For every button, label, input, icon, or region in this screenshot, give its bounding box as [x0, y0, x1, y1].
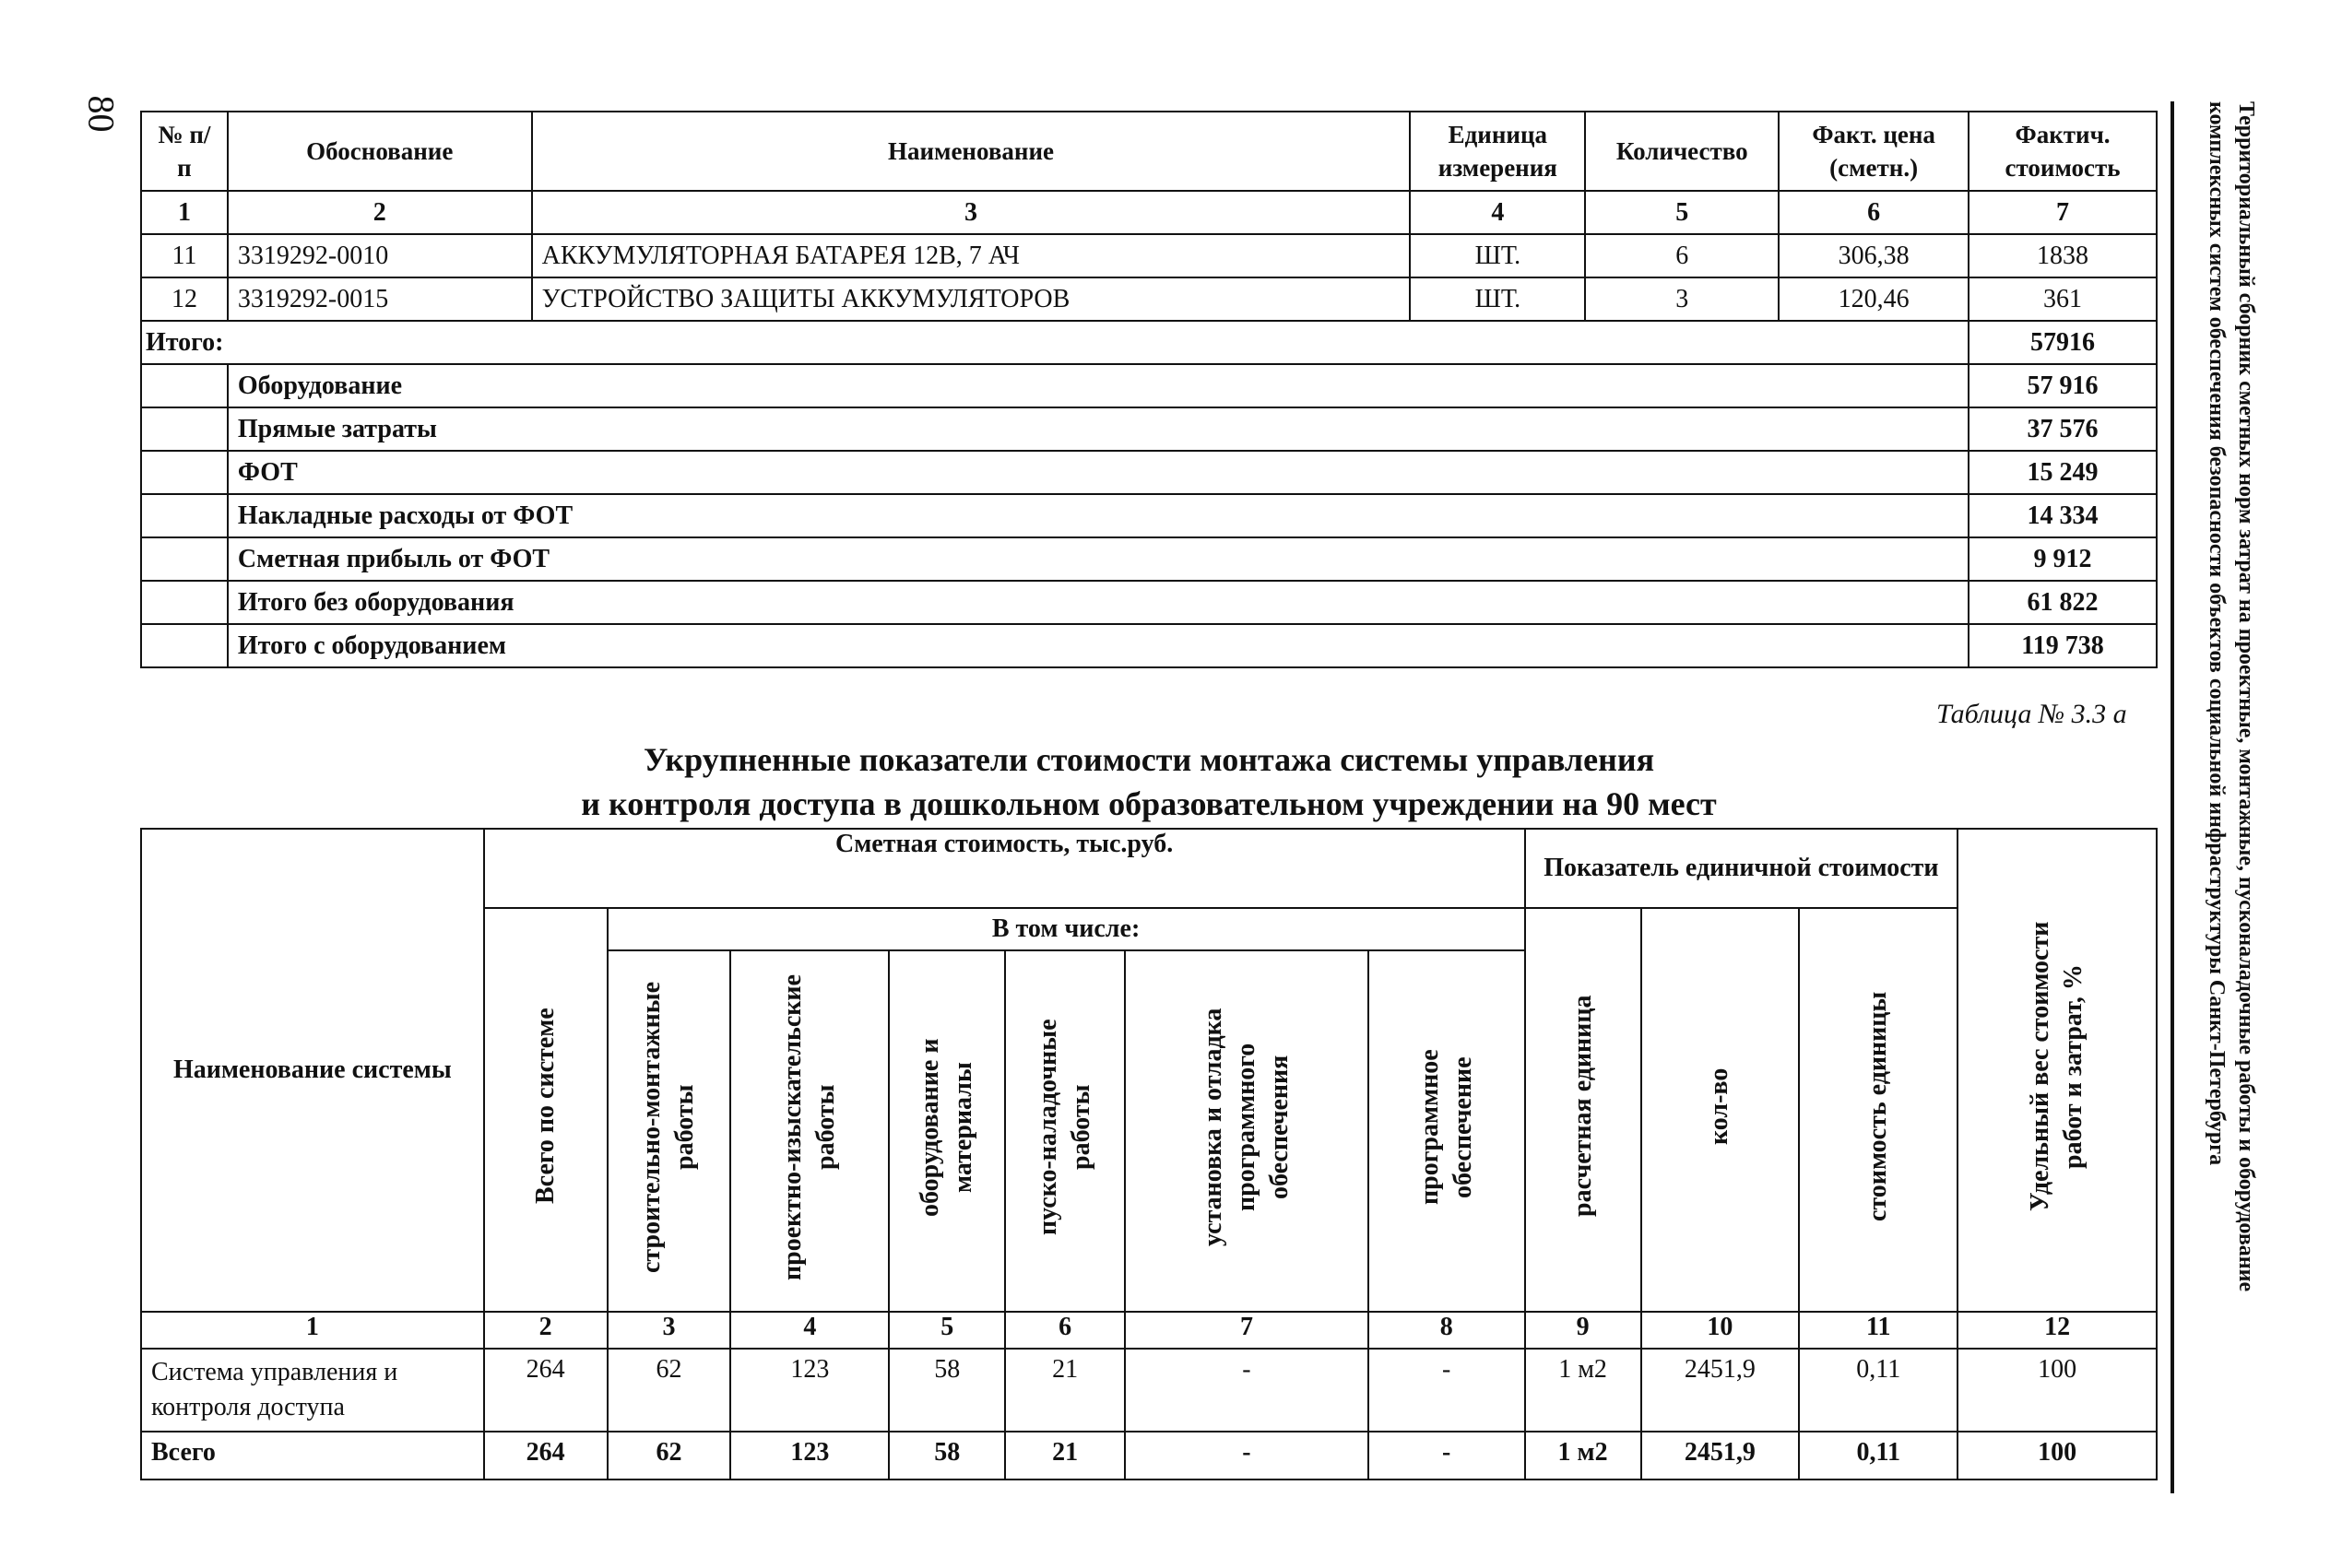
header-unit-cost: стоимость единицы: [1863, 991, 1893, 1221]
total-share: 100: [1958, 1432, 2157, 1480]
row-code: 3319292-0015: [228, 277, 532, 321]
row-system-name: Система управления и контроля доступа: [141, 1349, 484, 1432]
row-name: АККУМУЛЯТОРНАЯ БАТАРЕЯ 12В, 7 АЧ: [532, 234, 1411, 277]
header-cost: Фактич. стоимость: [1969, 112, 2157, 191]
summary-indent: [141, 364, 228, 407]
total-software: -: [1368, 1432, 1525, 1480]
table-row: [141, 1349, 2157, 1432]
header-qty-cell: [1641, 908, 1800, 1312]
total-calc-unit: 1 м2: [1525, 1432, 1641, 1480]
row-qty: 6: [1585, 234, 1779, 277]
summary-label: Оборудование: [228, 364, 1969, 407]
col-number: 6: [1779, 191, 1969, 234]
row-total: 264: [484, 1349, 608, 1432]
summary-label: Итого без оборудования: [228, 581, 1969, 624]
side-header-line1: Территориальный сборник сметных норм затрат на проектные, монтажные, пусконаладочные работы и оборудование: [2234, 101, 2258, 1292]
col-number: 2: [228, 191, 532, 234]
side-header-line2: комплексных систем обеспечения безопасности объектов социальной инфраструктуры Санкт-Петербурга: [2205, 101, 2229, 1166]
total-value: 57916: [1969, 321, 2157, 364]
row-unit-cost: 0,11: [1799, 1349, 1958, 1432]
col-number: 3: [532, 191, 1411, 234]
summary-value: 119 738: [1969, 624, 2157, 667]
row-unit: ШТ.: [1410, 277, 1585, 321]
row-install: -: [1125, 1349, 1368, 1432]
row-design: 123: [730, 1349, 889, 1432]
summary-indent: [141, 451, 228, 494]
title-line2: и контроля доступа в дошкольном образовательном учреждении на 90 мест: [581, 785, 1717, 822]
header-unit-cost-cell: [1799, 908, 1958, 1312]
col-number: 9: [1525, 1312, 1641, 1349]
col-number: 7: [1969, 191, 2157, 234]
summary-label: Прямые затраты: [228, 407, 1969, 451]
summary-indent: [141, 581, 228, 624]
row-num: 11: [141, 234, 228, 277]
equipment-table: [140, 111, 2158, 668]
col-number: 6: [1005, 1312, 1125, 1349]
total-equip: 58: [889, 1432, 1005, 1480]
header-numbers-row: [141, 191, 2157, 234]
row-price: 120,46: [1779, 277, 1969, 321]
header-pnr-cell: [1005, 950, 1125, 1312]
header-share-cell: [1958, 829, 2157, 1312]
col-number: 10: [1641, 1312, 1800, 1349]
row-smr: 62: [608, 1349, 731, 1432]
header-equip-cell: [889, 950, 1005, 1312]
total-design: 123: [730, 1432, 889, 1480]
header-qty: кол-во: [1705, 1067, 1734, 1145]
side-rule: [2170, 101, 2174, 1493]
row-software: -: [1368, 1349, 1525, 1432]
row-qty: 3: [1585, 277, 1779, 321]
header-num: № п/п: [141, 112, 228, 191]
row-qty: 2451,9: [1641, 1349, 1800, 1432]
summary-indent: [141, 537, 228, 581]
row-calc-unit: 1 м2: [1525, 1349, 1641, 1432]
header-total-cell: [484, 908, 608, 1312]
header-software: программное обеспечение: [1414, 1049, 1477, 1206]
summary-indent: [141, 494, 228, 537]
header-name: Наименование: [532, 112, 1411, 191]
summary-row: [141, 364, 2157, 407]
total-total: 264: [484, 1432, 608, 1480]
header-equip: оборудование и материалы: [916, 1038, 978, 1217]
header-total: Всего по системе: [530, 1008, 560, 1205]
header-price: Факт. цена (сметн.): [1779, 112, 1969, 191]
table-header-row: [141, 112, 2157, 191]
row-num: 12: [141, 277, 228, 321]
title-line1: Укрупненные показатели стоимости монтажа системы управления: [643, 741, 1655, 778]
header-design-cell: [730, 950, 889, 1312]
header-system: Наименование системы: [141, 829, 484, 1312]
row-equip: 58: [889, 1349, 1005, 1432]
total-unit-cost: 0,11: [1799, 1432, 1958, 1480]
total-install: -: [1125, 1432, 1368, 1480]
row-cost: 1838: [1969, 234, 2157, 277]
header-pnr: пуско-наладочные работы: [1034, 1019, 1096, 1236]
row-code: 3319292-0010: [228, 234, 532, 277]
header-unit: Единица измерения: [1410, 112, 1585, 191]
summary-value: 57 916: [1969, 364, 2157, 407]
header-install: установка и отладка программного обеспечения: [1198, 1008, 1294, 1247]
col-number: 5: [889, 1312, 1005, 1349]
header-software-cell: [1368, 950, 1525, 1312]
total-smr: 62: [608, 1432, 731, 1480]
page-number: 80: [80, 95, 123, 133]
summary-value: 9 912: [1969, 537, 2157, 581]
summary-label: Накладные расходы от ФОТ: [228, 494, 1969, 537]
row-pnr: 21: [1005, 1349, 1125, 1432]
col-number: 8: [1368, 1312, 1525, 1349]
col-number: 4: [730, 1312, 889, 1349]
col-number: 4: [1410, 191, 1585, 234]
col-number: 5: [1585, 191, 1779, 234]
col-number: 2: [484, 1312, 608, 1349]
col-number: 1: [141, 191, 228, 234]
header-install-cell: [1125, 950, 1368, 1312]
row-cost: 361: [1969, 277, 2157, 321]
summary-row: [141, 451, 2157, 494]
header-numbers-row: [141, 1312, 2157, 1349]
header-design: проектно-изыскательские работы: [778, 974, 841, 1280]
summary-row: [141, 624, 2157, 667]
total-pnr: 21: [1005, 1432, 1125, 1480]
table-row: [141, 234, 2157, 277]
row-name: УСТРОЙСТВО ЗАЩИТЫ АККУМУЛЯТОРОВ: [532, 277, 1411, 321]
row-unit: ШТ.: [1410, 234, 1585, 277]
summary-value: 14 334: [1969, 494, 2157, 537]
cost-indicators-table: [140, 828, 2158, 1480]
col-number: 11: [1799, 1312, 1958, 1349]
summary-indent: [141, 407, 228, 451]
total-label: Всего: [141, 1432, 484, 1480]
col-number: 1: [141, 1312, 484, 1349]
summary-value: 15 249: [1969, 451, 2157, 494]
header-code: Обоснование: [228, 112, 532, 191]
row-price: 306,38: [1779, 234, 1969, 277]
summary-label: Итого с оборудованием: [228, 624, 1969, 667]
total-label: Итого:: [141, 321, 1969, 364]
header-share: Удельный вес стоимости работ и затрат, %: [2026, 921, 2088, 1212]
table-title: [140, 737, 2158, 826]
header-smr-cell: [608, 950, 731, 1312]
header-incl: В том числе:: [608, 908, 1525, 950]
table-row: [141, 277, 2157, 321]
header-smr: строительно-монтажные работы: [637, 981, 700, 1274]
header-cost-group: Сметная стоимость, тыс.руб.: [484, 829, 1525, 908]
header-calc-unit: расчетная единица: [1567, 995, 1597, 1218]
row-share: 100: [1958, 1349, 2157, 1432]
col-number: 3: [608, 1312, 731, 1349]
summary-value: 37 576: [1969, 407, 2157, 451]
header-qty: Количество: [1585, 112, 1779, 191]
summary-label: ФОТ: [228, 451, 1969, 494]
side-header: [2158, 101, 2324, 1410]
total-row: [141, 1432, 2157, 1480]
col-number: 12: [1958, 1312, 2157, 1349]
summary-indent: [141, 624, 228, 667]
summary-label: Сметная прибыль от ФОТ: [228, 537, 1969, 581]
header-unit-group: Показатель единичной стоимости: [1525, 829, 1958, 908]
summary-row: [141, 537, 2157, 581]
total-qty: 2451,9: [1641, 1432, 1800, 1480]
summary-row: [141, 407, 2157, 451]
total-row: [141, 321, 2157, 364]
summary-row: [141, 581, 2157, 624]
table-label: Таблица № 3.3 а: [1936, 699, 2127, 729]
header-calc-unit-cell: [1525, 908, 1641, 1312]
col-number: 7: [1125, 1312, 1368, 1349]
summary-value: 61 822: [1969, 581, 2157, 624]
summary-row: [141, 494, 2157, 537]
